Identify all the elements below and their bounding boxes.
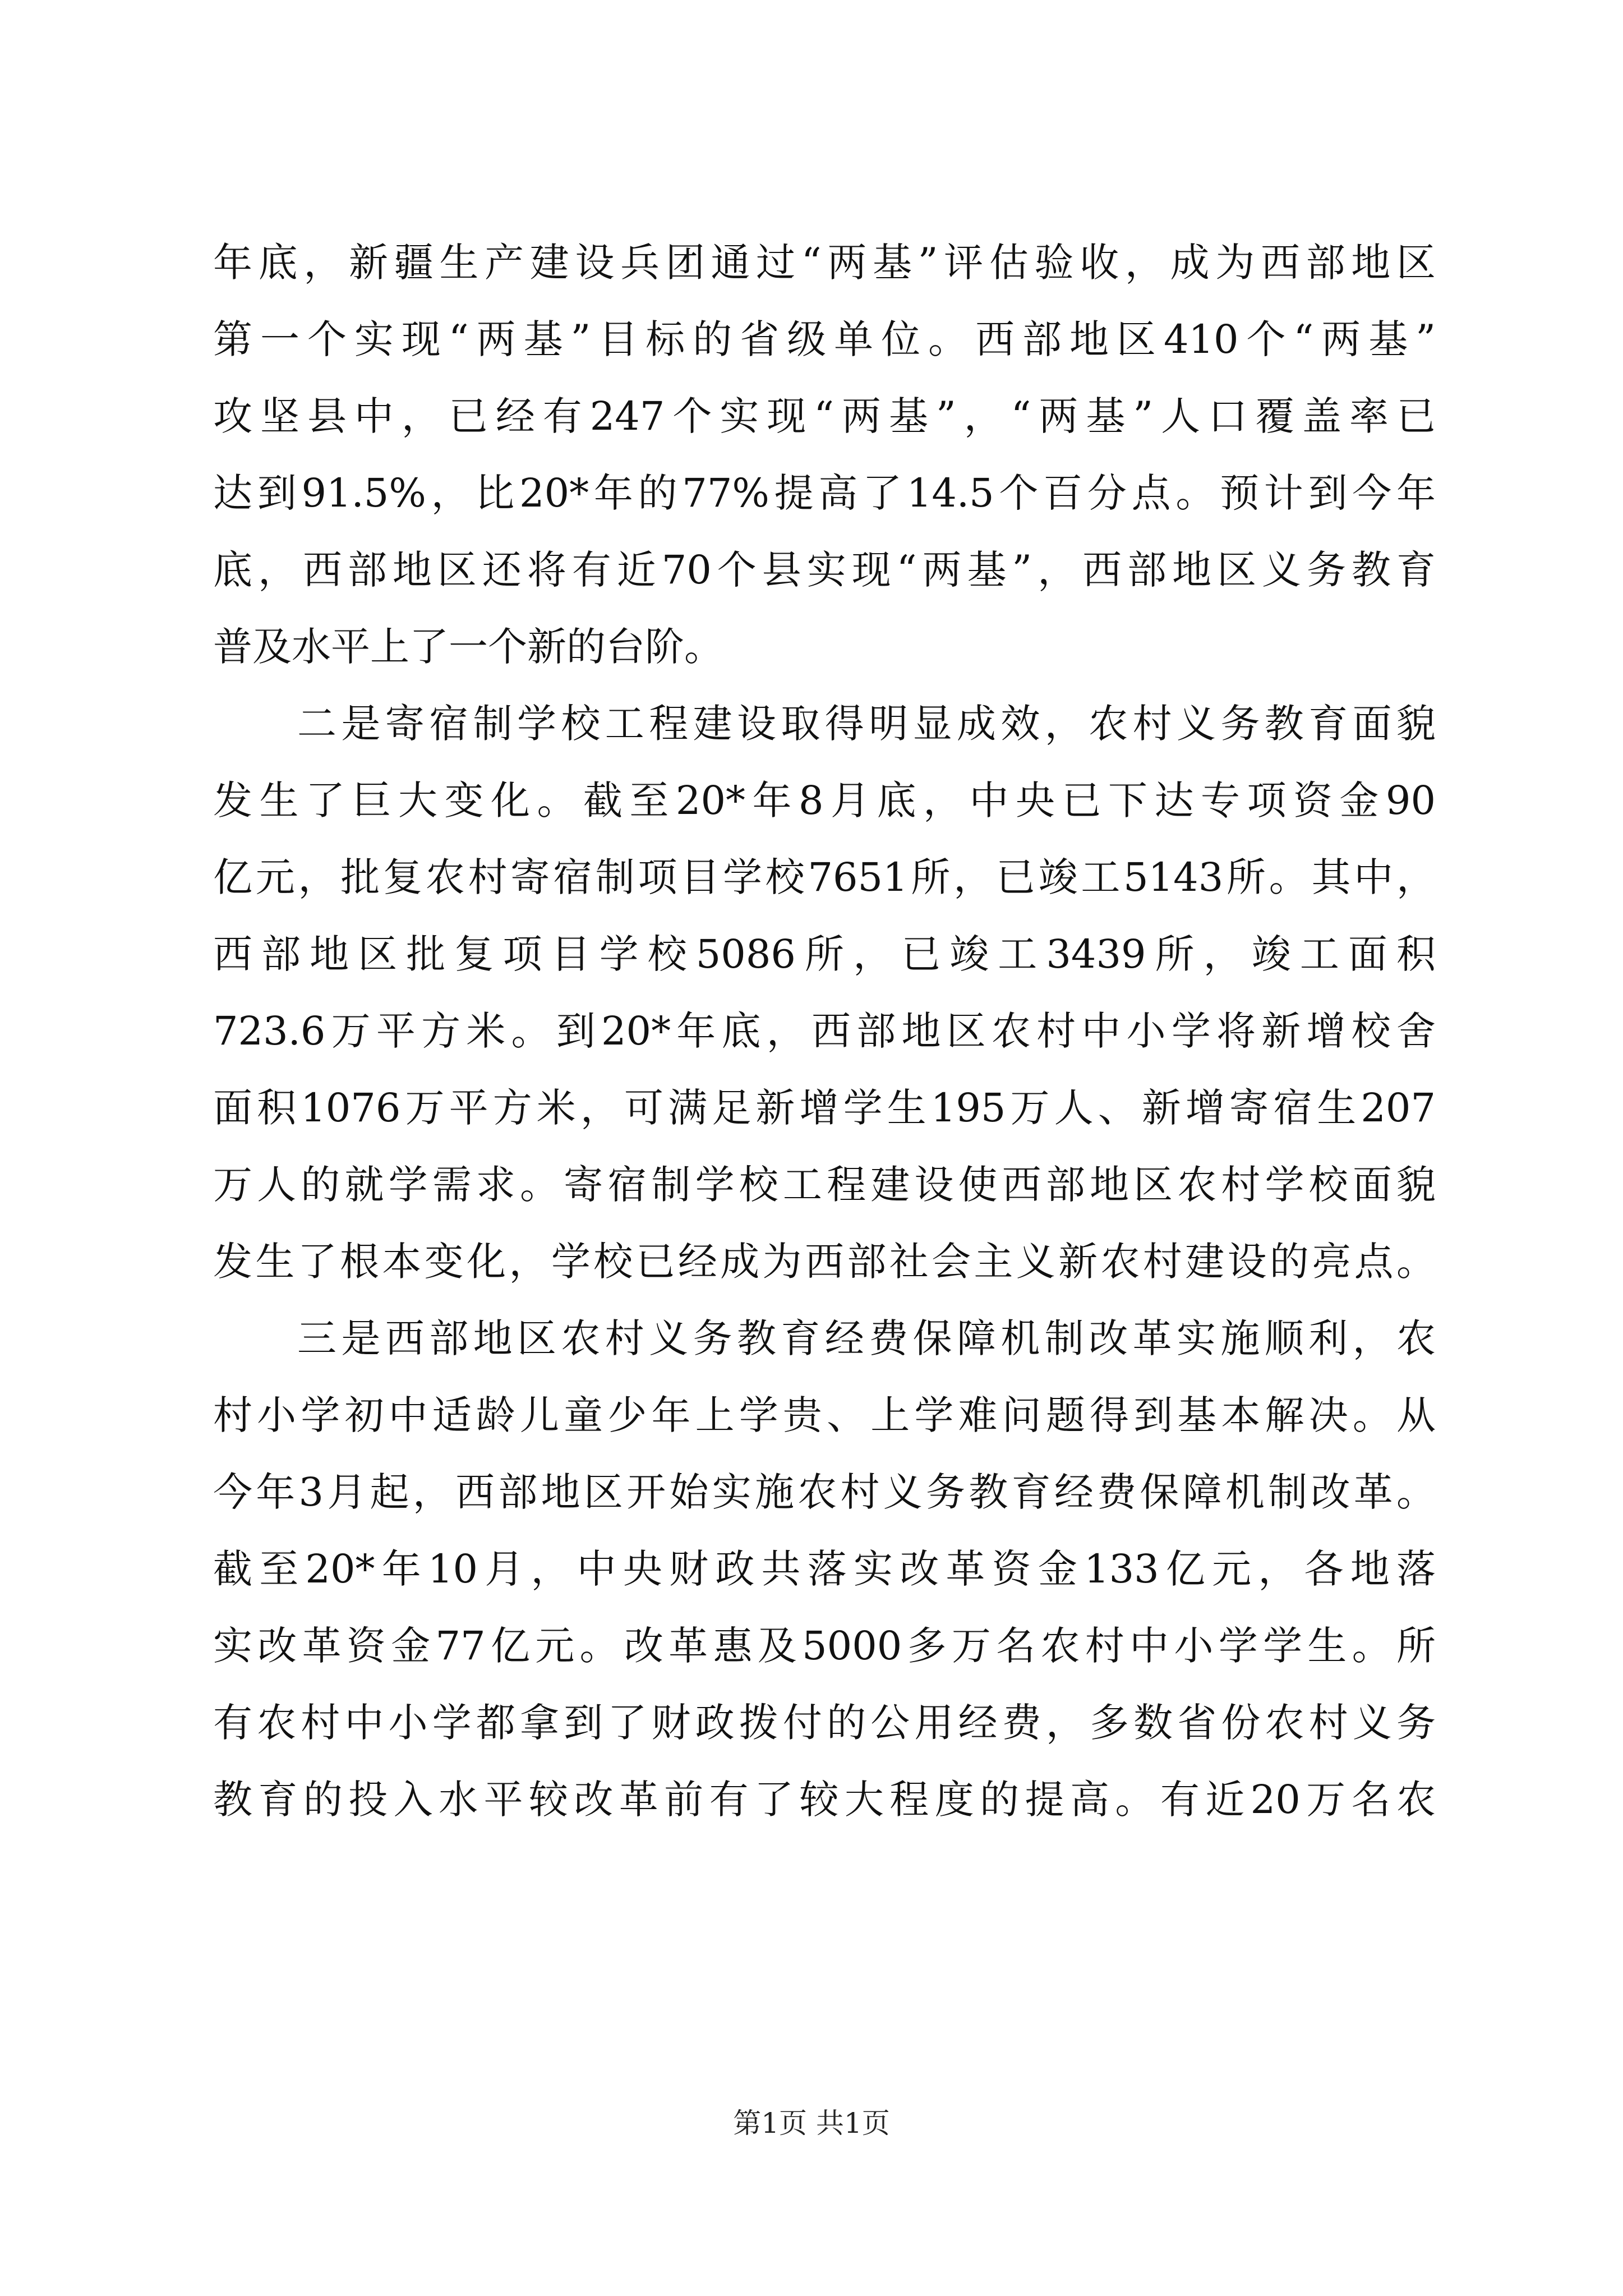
text-line: 面积1076万平方米，可满足新增学生195万人、新增寄宿生207 [213, 1085, 1436, 1131]
text-line: 年底，新疆生产建设兵团通过“两基”评估验收，成为西部地区 [213, 240, 1436, 286]
text-line: 教育的投入水平较改革前有了较大程度的提高。有近20万名农 [213, 1777, 1436, 1823]
document-body [213, 224, 1436, 1838]
text-line: 今年3月起，西部地区开始实施农村义务教育经费保障机制改革。 [213, 1469, 1436, 1515]
text-line: 亿元，批复农村寄宿制项目学校7651所，已竣工5143所。其中， [213, 854, 1436, 900]
text-line: 万人的就学需求。寄宿制学校工程建设使西部地区农村学校面貌 [213, 1162, 1436, 1208]
text-line: 发生了根本变化，学校已经成为西部社会主义新农村建设的亮点。 [213, 1239, 1436, 1285]
text-line: 普及水平上了一个新的台阶。 [213, 624, 723, 670]
text-line: 达到91.5%，比20*年的77%提高了14.5个百分点。预计到今年 [213, 470, 1436, 516]
page-number-footer: 第1页 共1页 [733, 2107, 890, 2139]
text-line: 截至20*年10月，中央财政共落实改革资金133亿元，各地落 [213, 1546, 1436, 1592]
text-line: 有农村中小学都拿到了财政拨付的公用经费，多数省份农村义务 [213, 1700, 1436, 1746]
text-line: 发生了巨大变化。截至20*年8月底，中央已下达专项资金90 [213, 777, 1436, 823]
text-line: 攻坚县中，已经有247个实现“两基”，“两基”人口覆盖率已 [213, 393, 1436, 439]
text-line: 底，西部地区还将有近70个县实现“两基”，西部地区义务教育 [213, 547, 1436, 593]
text-line: 村小学初中适龄儿童少年上学贵、上学难问题得到基本解决。从 [213, 1392, 1436, 1438]
text-line: 西部地区批复项目学校5086所，已竣工3439所，竣工面积 [213, 931, 1436, 977]
paragraph-first-line: 二是寄宿制学校工程建设取得明显成效，农村义务教育面貌 [297, 701, 1436, 747]
text-line: 实改革资金77亿元。改革惠及5000多万名农村中小学学生。所 [213, 1623, 1436, 1669]
text-line: 723.6万平方米。到20*年底，西部地区农村中小学将新增校舍 [213, 1008, 1436, 1054]
paragraph-first-line: 三是西部地区农村义务教育经费保障机制改革实施顺利，农 [297, 1315, 1436, 1361]
text-line: 第一个实现“两基”目标的省级单位。西部地区410个“两基” [213, 316, 1436, 362]
